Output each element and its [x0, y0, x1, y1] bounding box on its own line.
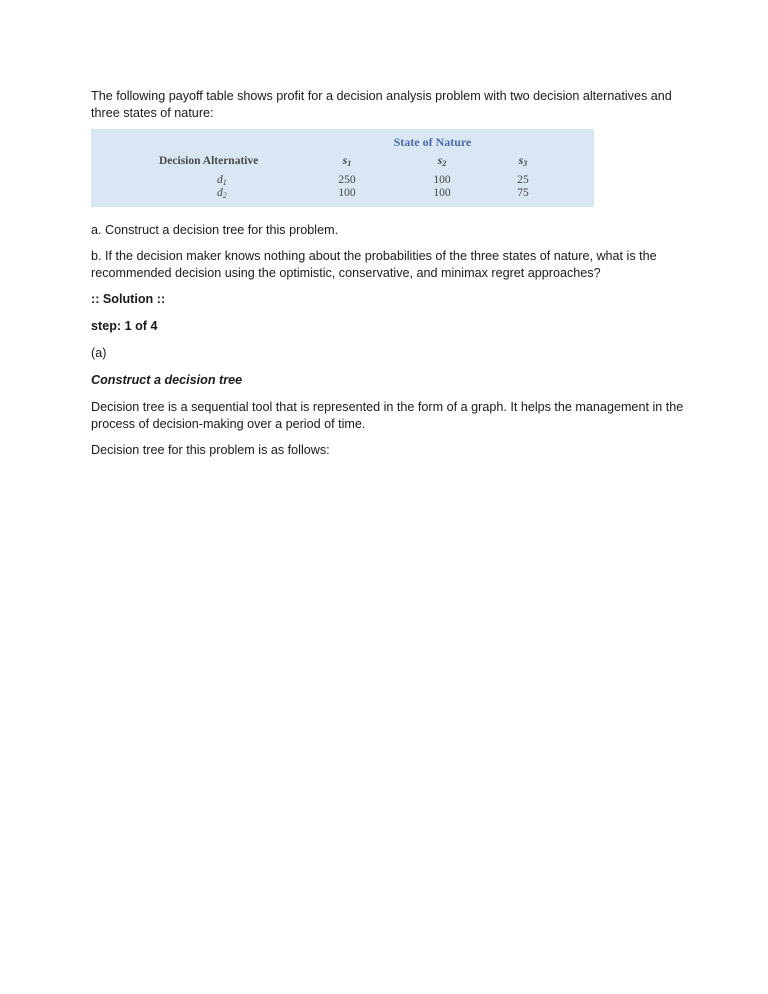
column-header-s3: $s_3$ [518, 155, 528, 168]
column-header-s2: $s_2$ [437, 155, 447, 168]
cell-d2-s3: 75 [517, 187, 529, 199]
definition-paragraph: Decision tree is a sequential tool that is represented in the form of a graph. It helps the management in the process of decision-making over a period of time. [91, 400, 684, 431]
cell-d1-s2: 100 [433, 174, 451, 186]
intro-paragraph: The following payoff table shows profit for a decision analysis problem with two decision alternatives and three states of nature: [91, 89, 672, 120]
cell-d2-s1: 100 [338, 187, 356, 199]
cell-d1-s1: 250 [338, 174, 356, 186]
tree-intro: Decision tree for this problem is as follows: [91, 443, 330, 457]
solution-heading: :: Solution :: [91, 292, 166, 306]
section-title: Construct a decision tree [91, 373, 243, 387]
column-header-s1: $s_1$ [342, 155, 352, 168]
cell-d1-s3: 25 [517, 174, 529, 186]
part-label: (a) [91, 346, 107, 360]
decision-alternative-header: Decision Alternative [159, 155, 259, 167]
state-of-nature-header: State of Nature [393, 135, 472, 149]
cell-d2-s2: 100 [433, 187, 451, 199]
question-b: b. If the decision maker knows nothing about the probabilities of the three states of nature, what is the recommended decision using the optimistic, conservative, and minimax regret approaches? [91, 249, 657, 280]
question-a: a. Construct a decision tree for this problem. [91, 223, 339, 237]
step-label: step: 1 of 4 [91, 319, 158, 333]
payoff-table: State of Nature Decision Alternative $s_1$ $s_2$ $s_3$ $d_1$ 250 100 25 $d_2$ 100 100 75 [91, 129, 594, 207]
